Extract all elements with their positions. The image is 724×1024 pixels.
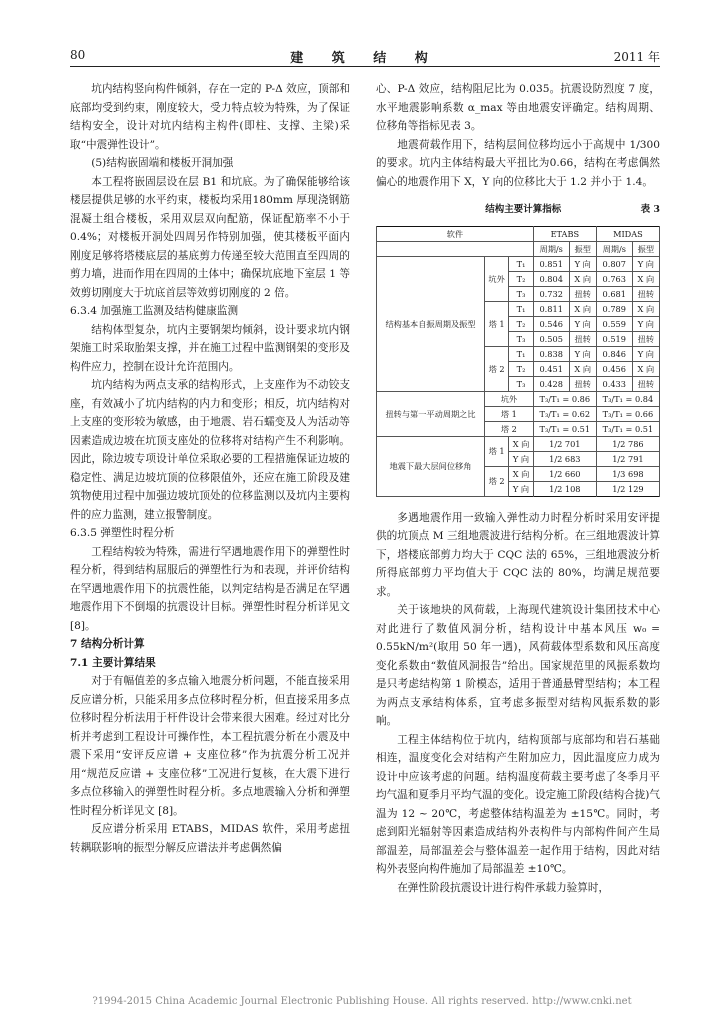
etabs-mode: X 向 bbox=[569, 271, 596, 286]
header-etabs: ETABS bbox=[533, 226, 596, 241]
paragraph: 关于该地块的风荷载，上海现代建筑设计集团技术中心对此进行了数值风洞分析，结构设计中基本风压 w₀ = 0.55kN/m²(取用 50 年一遇)，风荷载体型系数和风压高度变化系数由“数值风洞报告”给出。国家规范里的风振系数均是只考虑结构第 1 阶模态，适用于普通悬臂型结构；本工程为两点支承结构体系，宜考虑多振型对结构风振系数的影响。 bbox=[376, 604, 660, 727]
issue-year: 2011 年 bbox=[613, 50, 660, 64]
midas-mode: Y 向 bbox=[632, 316, 659, 331]
etabs-period: 0.428 bbox=[533, 376, 569, 391]
etabs-period: 0.451 bbox=[533, 361, 569, 376]
journal-title: 建 筑 结 构 bbox=[290, 51, 440, 66]
part-label: 塔 2 bbox=[484, 346, 508, 391]
part-label: 塔 1 bbox=[484, 301, 508, 346]
paragraph: 结构体型复杂，坑内主要钢架均倾斜，设计要求坑内钢架施工时采取胎架支撑，并在施工过程中监测钢架的变形及构件应力，控制在设计允许范围内。 bbox=[70, 323, 350, 373]
etabs-drift: 1/2 660 bbox=[533, 466, 596, 481]
midas-period: 0.681 bbox=[596, 286, 632, 301]
midas-drift: 1/2 129 bbox=[596, 481, 659, 496]
paragraph: 心、P-Δ 效应，结构阻尼比为 0.035。抗震设防烈度 7 度，水平地震影响系数 α_max 等由地震安评确定。结构周期、位移角等指标见表 3。 bbox=[376, 83, 660, 132]
section-heading: 6.3.4 加强施工监测及结构健康监测 bbox=[70, 305, 239, 317]
part-label: 塔 1 bbox=[484, 436, 508, 466]
period-symbol: T₃ bbox=[509, 286, 534, 301]
period-symbol: T₁ bbox=[509, 346, 534, 361]
paragraph: 坑内结构为两点支承的结构形式，上支座作为不动铰支座，有效减小了坑内结构的内力和变形；相反，坑内结构对上支座的变形较为敏感，由于地震、岩石蠕变及人为活动等因素造成边坡在坑顶支座处的位移将对结构产生不利影响。因此，除边坡专项设计单位采取必要的工程措施保证边坡的稳定性、满足边坡坑顶的位移限值外，还应在施工阶段及建筑物使用过程中加强边坡坑顶处的位移监测以及坑内主要构件的应力监测，建立报警制度。 bbox=[70, 379, 350, 521]
midas-period: 0.433 bbox=[596, 376, 632, 391]
part-label: 坑外 bbox=[484, 391, 533, 406]
table-row bbox=[377, 391, 660, 406]
paragraph: 对于有幅值差的多点输入地震分析问题，不能直接采用反应谱分析，只能采用多点位移时程分析，但直接采用多点位移时程分析法用于杆件设计会带来很大困难。经过对比分析并考虑到工程设计可操作性，本工程抗震分析在小震及中震下采用“安评反应谱 + 支座位移”作为抗震分析工况并用“规范反应谱 + 支座位移”工况进行复核，在大震下进行多点位移输入的弹塑性时程分析。多点地震输入分析和弹塑性时程分析详见文 [8]。 bbox=[70, 675, 350, 817]
midas-mode: Y 向 bbox=[632, 256, 659, 271]
paragraph: 本工程将嵌固层设在层 B1 和坑底。为了确保能够给该楼层提供足够的水平约束，楼板均采用180mm 厚现浇钢筋混凝土组合楼板，采用双层双向配筋，保证配筋率不小于 0.4%；对楼板开洞处四周另作特别加强，使其楼板平面内刚度足够将塔楼底层的基底剪力传递至较大范围直至四周的剪力墙，进而作用在四周的土体中；确保坑底地下室层 1 等效剪切刚度大于坑底首层等效剪切刚度的 2 倍。 bbox=[70, 175, 350, 299]
table-caption bbox=[376, 201, 660, 220]
table-row bbox=[377, 436, 660, 451]
period-symbol: T₂ bbox=[509, 271, 534, 286]
midas-mode: X 向 bbox=[632, 301, 659, 316]
part-label: 坑外 bbox=[484, 256, 508, 301]
paragraph: 工程结构较为特殊，需进行罕遇地震作用下的弹塑性时程分析，得到结构屈服后的弹塑性行为和表现，并评价结构在罕遇地震作用下的抗震性能，以判定结构是否满足在罕遇地震作用下不倒塌的抗震设计目标。弹塑性时程分析详见文 [8]。 bbox=[70, 545, 350, 632]
etabs-period: 0.804 bbox=[533, 271, 569, 286]
midas-period: 0.789 bbox=[596, 301, 632, 316]
direction-label: X 向 bbox=[509, 466, 534, 481]
paragraph: 多遇地震作用一致输入弹性动力时程分析时采用安评提供的坑顶点 M 三组地震波进行结构分析。在三组地震波计算下，塔楼底部剪力均大于 CQC 法的 65%，三组地震波分析所得底部剪力平均值大于 CQC 法的 80%，均满足规范要求。 bbox=[376, 511, 660, 598]
midas-period: 0.763 bbox=[596, 271, 632, 286]
midas-drift: 1/2 791 bbox=[596, 451, 659, 466]
etabs-period: 0.851 bbox=[533, 256, 569, 271]
midas-period: 0.456 bbox=[596, 361, 632, 376]
etabs-ratio: T₃/T₁ = 0.86 bbox=[533, 391, 596, 406]
period-symbol: T₁ bbox=[509, 301, 534, 316]
table-title: 结构主要计算指标 bbox=[485, 204, 562, 215]
header-mode-etabs: 振型 bbox=[569, 241, 596, 256]
midas-mode: 扭转 bbox=[632, 286, 659, 301]
page-header bbox=[70, 44, 660, 67]
left-column bbox=[70, 80, 350, 857]
part-label: 塔 2 bbox=[484, 466, 508, 496]
midas-mode: X 向 bbox=[632, 271, 659, 286]
right-column bbox=[376, 80, 660, 897]
table-row bbox=[377, 256, 660, 271]
midas-ratio: T₃/T₁ = 0.66 bbox=[596, 406, 659, 421]
midas-ratio: T₃/T₁ = 0.84 bbox=[596, 391, 659, 406]
direction-label: Y 向 bbox=[509, 481, 534, 496]
paragraph: 在弹性阶段抗震设计进行构件承载力验算时， bbox=[397, 881, 610, 894]
etabs-mode: 扭转 bbox=[569, 376, 596, 391]
etabs-ratio: T₃/T₁ = 0.62 bbox=[533, 406, 596, 421]
header-period-etabs: 周期/s bbox=[533, 241, 569, 256]
etabs-period: 0.546 bbox=[533, 316, 569, 331]
midas-mode: X 向 bbox=[632, 361, 659, 376]
direction-label: Y 向 bbox=[509, 451, 534, 466]
paragraph: 地震荷载作用下，结构层间位移均远小于高规中 1/300 的要求。坑内主体结构最大平扭比为0.66，结构在考虑偶然偏心的地震作用下 X，Y 向的位移比大于 1.2 并小于 1.4。 bbox=[376, 138, 660, 188]
table-number: 表 3 bbox=[640, 204, 660, 215]
section-heading: 7 结构分析计算 bbox=[70, 638, 145, 650]
etabs-drift: 1/2 683 bbox=[533, 451, 596, 466]
header-midas: MIDAS bbox=[596, 226, 659, 241]
etabs-mode: 扭转 bbox=[569, 286, 596, 301]
header-blank bbox=[377, 241, 534, 256]
midas-period: 0.846 bbox=[596, 346, 632, 361]
header-software: 软件 bbox=[377, 226, 534, 241]
period-symbol: T₂ bbox=[509, 361, 534, 376]
midas-period: 0.807 bbox=[596, 256, 632, 271]
midas-ratio: T₃/T₁ = 0.51 bbox=[596, 421, 659, 436]
etabs-ratio: T₃/T₁ = 0.51 bbox=[533, 421, 596, 436]
midas-period: 0.519 bbox=[596, 331, 632, 346]
midas-mode: 扭转 bbox=[632, 376, 659, 391]
paragraph: (5)结构嵌固端和楼板开洞加强 bbox=[91, 157, 234, 169]
etabs-mode: Y 向 bbox=[569, 346, 596, 361]
etabs-mode: X 向 bbox=[569, 361, 596, 376]
part-label: 塔 1 bbox=[484, 406, 533, 421]
etabs-drift: 1/2 108 bbox=[533, 481, 596, 496]
results-table bbox=[376, 226, 660, 497]
etabs-period: 0.732 bbox=[533, 286, 569, 301]
period-symbol: T₃ bbox=[509, 376, 534, 391]
etabs-mode: X 向 bbox=[569, 301, 596, 316]
paragraph: 反应谱分析采用 ETABS，MIDAS 软件，采用考虑扭转耦联影响的振型分解反应谱法并考虑偶然偏 bbox=[70, 823, 350, 854]
period-symbol: T₁ bbox=[509, 256, 534, 271]
section-heading: 7.1 主要计算结果 bbox=[70, 656, 156, 669]
part-label: 塔 2 bbox=[484, 421, 533, 436]
period-symbol: T₂ bbox=[509, 316, 534, 331]
midas-period: 0.559 bbox=[596, 316, 632, 331]
paragraph: 工程主体结构位于坑内，结构顶部与底部均和岩石基础相连，温度变化会对结构产生附加应力，因此温度应力成为设计中应该考虑的问题。结构温度荷载主要考虑了冬季月平均气温和夏季月平均气温的变化。设定施工阶段(结构合拢)气温为 12 ~ 20℃，考虑整体结构温差为 ±15℃。同时，考虑到阳光辐射等因素造成结构外表构件与内部构件间产生局部温差，局部温差会与整体温差一起作用于结构，因此对结构外表竖向构件施加了局部温差 ±10℃。 bbox=[376, 733, 660, 875]
midas-drift: 1/3 698 bbox=[596, 466, 659, 481]
group-label-drift: 地震下最大层间位移角 bbox=[377, 436, 485, 496]
etabs-period: 0.505 bbox=[533, 331, 569, 346]
midas-mode: Y 向 bbox=[632, 346, 659, 361]
etabs-mode: Y 向 bbox=[569, 256, 596, 271]
direction-label: X 向 bbox=[509, 436, 534, 451]
etabs-period: 0.811 bbox=[533, 301, 569, 316]
midas-drift: 1/2 786 bbox=[596, 436, 659, 451]
page-number: 80 bbox=[70, 48, 86, 62]
midas-mode: 扭转 bbox=[632, 331, 659, 346]
header-period-midas: 周期/s bbox=[596, 241, 632, 256]
paragraph: 坑内结构竖向构件倾斜，存在一定的 P-Δ 效应，顶部和底部均受到约束，刚度较大，受力特点较为特殊，为了保证结构安全，设计对坑内结构主构件(即柱、支撑、主梁)采取“中震弹性设计”。 bbox=[70, 83, 350, 151]
etabs-period: 0.838 bbox=[533, 346, 569, 361]
etabs-mode: 扭转 bbox=[569, 331, 596, 346]
etabs-mode: Y 向 bbox=[569, 316, 596, 331]
copyright-footer: ?1994-2015 China Academic Journal Electronic Publishing House. All rights reserved. http://www.cnki.net bbox=[92, 996, 632, 1007]
header-mode-midas: 振型 bbox=[632, 241, 659, 256]
group-label-ratio: 扭转与第一平动周期之比 bbox=[377, 391, 485, 436]
group-label-period: 结构基本自振周期及振型 bbox=[377, 256, 485, 391]
section-heading: 6.3.5 弹塑性时程分析 bbox=[70, 527, 175, 539]
etabs-drift: 1/2 701 bbox=[533, 436, 596, 451]
period-symbol: T₃ bbox=[509, 331, 534, 346]
